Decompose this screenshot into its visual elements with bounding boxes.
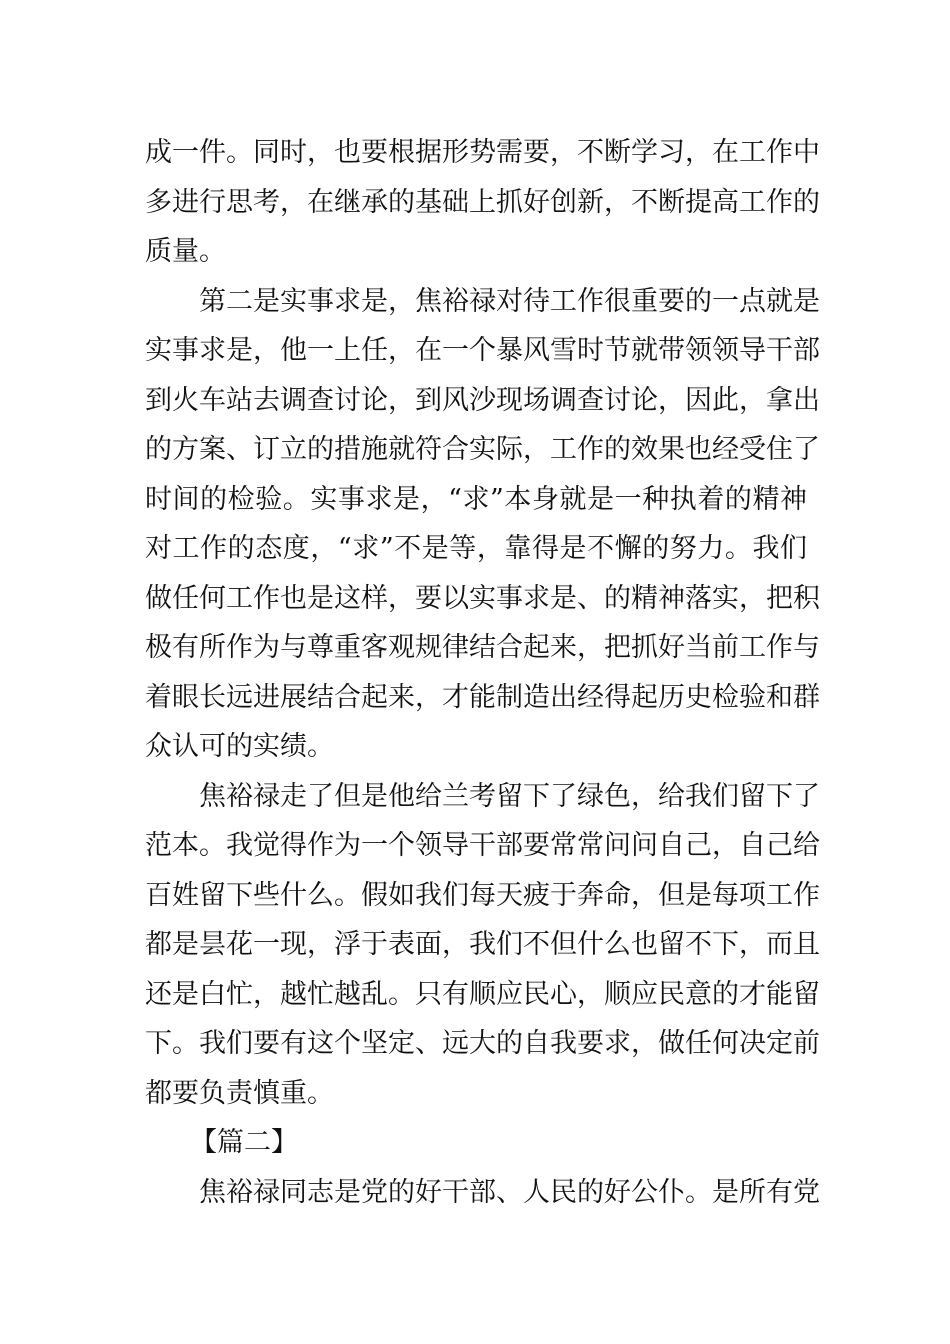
text-line: 对工作的态度，“求”不是等，靠得是不懈的努力。我们	[145, 533, 807, 564]
text-line: 实事求是，他一上任，在一个暴风雪时节就带领领导干部	[145, 335, 820, 366]
text-line: 下。我们要有这个坚定、远大的自我要求，做任何决定前	[145, 1028, 820, 1059]
text-line: 都是昙花一现，浮于表面，我们不但什么也留不下，而且	[145, 929, 820, 960]
text-line: 焦裕禄同志是党的好干部、人民的好公仆。是所有党	[199, 1176, 820, 1208]
paragraph-continuation	[145, 128, 820, 277]
document-body	[145, 128, 820, 1217]
text-line: 的方案、订立的措施就符合实际，工作的效果也经受住了	[145, 434, 820, 465]
text-line: 焦裕禄走了但是他给兰考留下了绿色，给我们留下了	[199, 780, 820, 812]
paragraph-shishiqiushi	[145, 277, 820, 772]
text-line: 还是白忙，越忙越乱。只有顺应民心，顺应民意的才能留	[145, 978, 820, 1010]
text-line: 做任何工作也是这样，要以实事求是、的精神落实，把积	[145, 582, 820, 614]
text-line: 百姓留下些什么。假如我们每天疲于奔命，但是每项工作	[145, 879, 820, 911]
text-line: 成一件。同时，也要根据形势需要，不断学习，在工作中	[145, 137, 820, 168]
section-heading: 【篇二】	[190, 1127, 298, 1158]
text-line: 到火车站去调查讨论，到风沙现场调查讨论，因此，拿出	[145, 384, 820, 416]
text-line: 众认可的实绩。	[145, 731, 334, 762]
paragraph-intro	[145, 1168, 820, 1218]
text-line: 极有所作为与尊重客观规律结合起来，把抓好当前工作与	[145, 632, 820, 663]
text-line: 质量。	[145, 236, 226, 267]
paragraph-legacy	[145, 772, 820, 1119]
text-line: 时间的检验。实事求是，“求”本身就是一种执着的精神	[145, 483, 807, 515]
text-line: 范本。我觉得作为一个领导干部要常常问问自己，自己给	[145, 830, 820, 861]
text-line: 第二是实事求是，焦裕禄对待工作很重要的一点就是	[199, 285, 820, 317]
text-line: 多进行思考，在继承的基础上抓好创新，不断提高工作的	[145, 186, 820, 218]
text-line: 都要负责慎重。	[145, 1077, 334, 1109]
text-line: 着眼长远进展结合起来，才能制造出经得起历史检验和群	[145, 681, 820, 713]
